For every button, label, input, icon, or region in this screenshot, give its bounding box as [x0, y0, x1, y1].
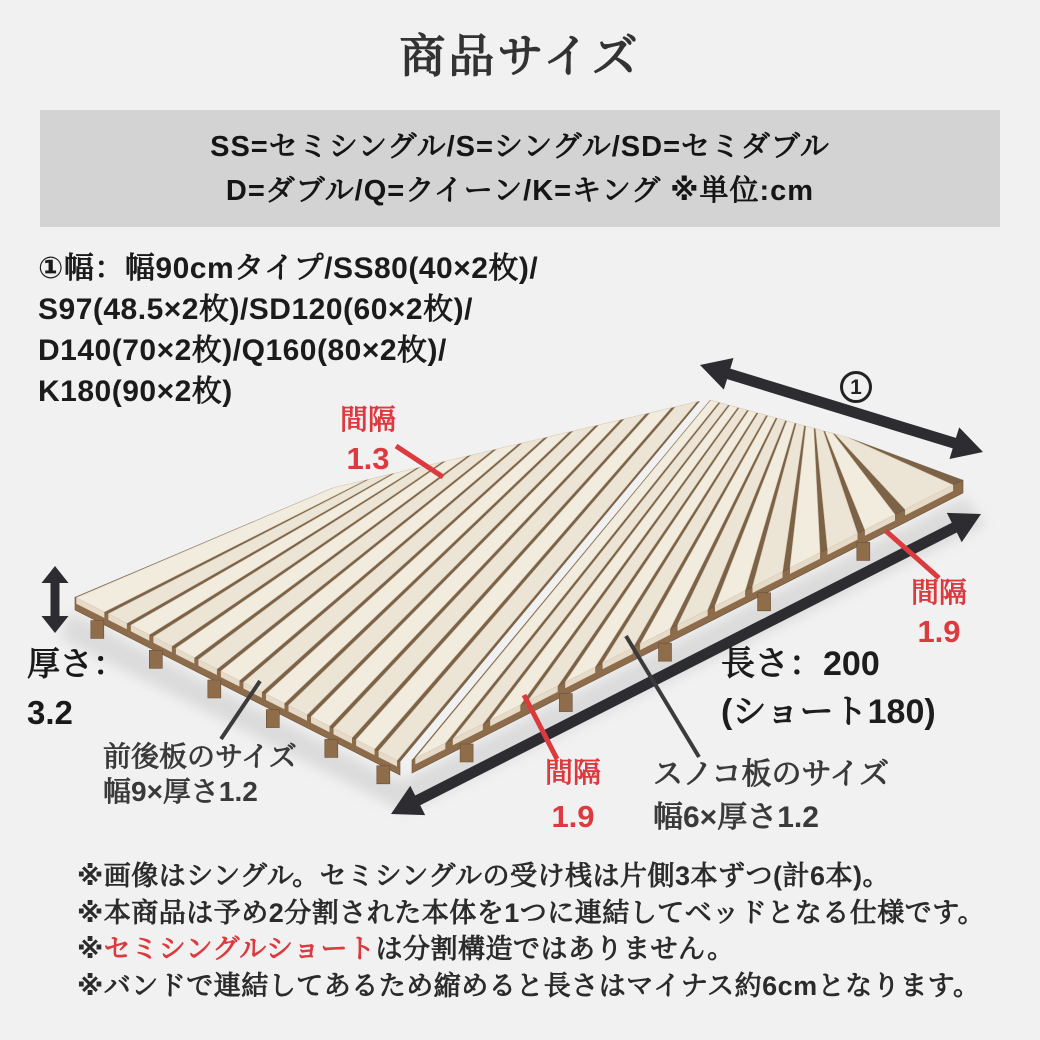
footnote-1: ※画像はシングル。セミシングルの受け桟は片側3本ずつ(計6本)。 [77, 861, 891, 891]
gap-label-bottom [521, 755, 625, 834]
width-marker-number: 1 [850, 375, 862, 399]
width-spec-line-3: D140(70×2枚)/Q160(80×2枚)/ [38, 334, 447, 367]
footnote-3 [77, 931, 985, 968]
slat-board-caption: スノコ板のサイズ [653, 758, 890, 791]
end-board-label [103, 739, 297, 809]
legend-line-2: D=ダブル/Q=クイーン/K=キング ※単位:cm [225, 174, 815, 207]
thickness-value: 3.2 [27, 694, 73, 731]
legend-line-1: SS=セミシングル/S=シングル/SD=セミダブル [210, 130, 830, 163]
footnote-4: ※バンドで連結してあるため縮めると長さはマイナス約6cmとなります。 [77, 970, 981, 1001]
footnotes [77, 858, 985, 1004]
footnote-2: ※本商品は予め2分割された本体を1つに連結してベッドとなる仕様です。 [77, 897, 986, 928]
thickness-label [27, 639, 126, 737]
width-spec-line-1: ①幅：幅90cmタイプ/SS80(40×2枚)/ [38, 252, 539, 285]
gap-bottom-value: 1.9 [551, 799, 595, 834]
thickness-caption: 厚さ： [27, 645, 126, 682]
footnote-3-highlight: セミシングルショート [103, 934, 376, 964]
length-short-value: (ショート180) [721, 693, 936, 731]
footnote-3-marker: ※ [77, 934, 104, 964]
size-legend-banner [40, 110, 1000, 227]
end-board-size: 幅9×厚さ1.2 [103, 776, 258, 807]
length-value: 長さ：200 [721, 645, 880, 683]
footnote-3-rest: は分割構造ではありません。 [375, 934, 735, 964]
thickness-arrow [42, 566, 69, 633]
length-label [721, 640, 936, 736]
width-spec-line-4: K180(90×2枚) [38, 375, 233, 408]
page-title: 商品サイズ [399, 30, 641, 82]
width-spec-line-2: S97(48.5×2枚)/SD120(60×2枚)/ [38, 293, 473, 326]
gap-right-value: 1.9 [917, 614, 961, 649]
gap-top-caption: 間隔 [339, 404, 396, 435]
slat-board-size: 幅6×厚さ1.2 [653, 801, 819, 834]
slat-board-label [653, 753, 889, 839]
gap-bottom-caption: 間隔 [544, 757, 601, 788]
gap-right-caption: 間隔 [910, 577, 967, 608]
gap-top-value: 1.3 [346, 441, 390, 476]
end-board-caption: 前後板のサイズ [103, 741, 297, 772]
width-spec-block [38, 248, 538, 412]
width-marker-circle [840, 371, 872, 403]
gap-label-right [887, 575, 991, 649]
gap-label-top [316, 402, 420, 476]
